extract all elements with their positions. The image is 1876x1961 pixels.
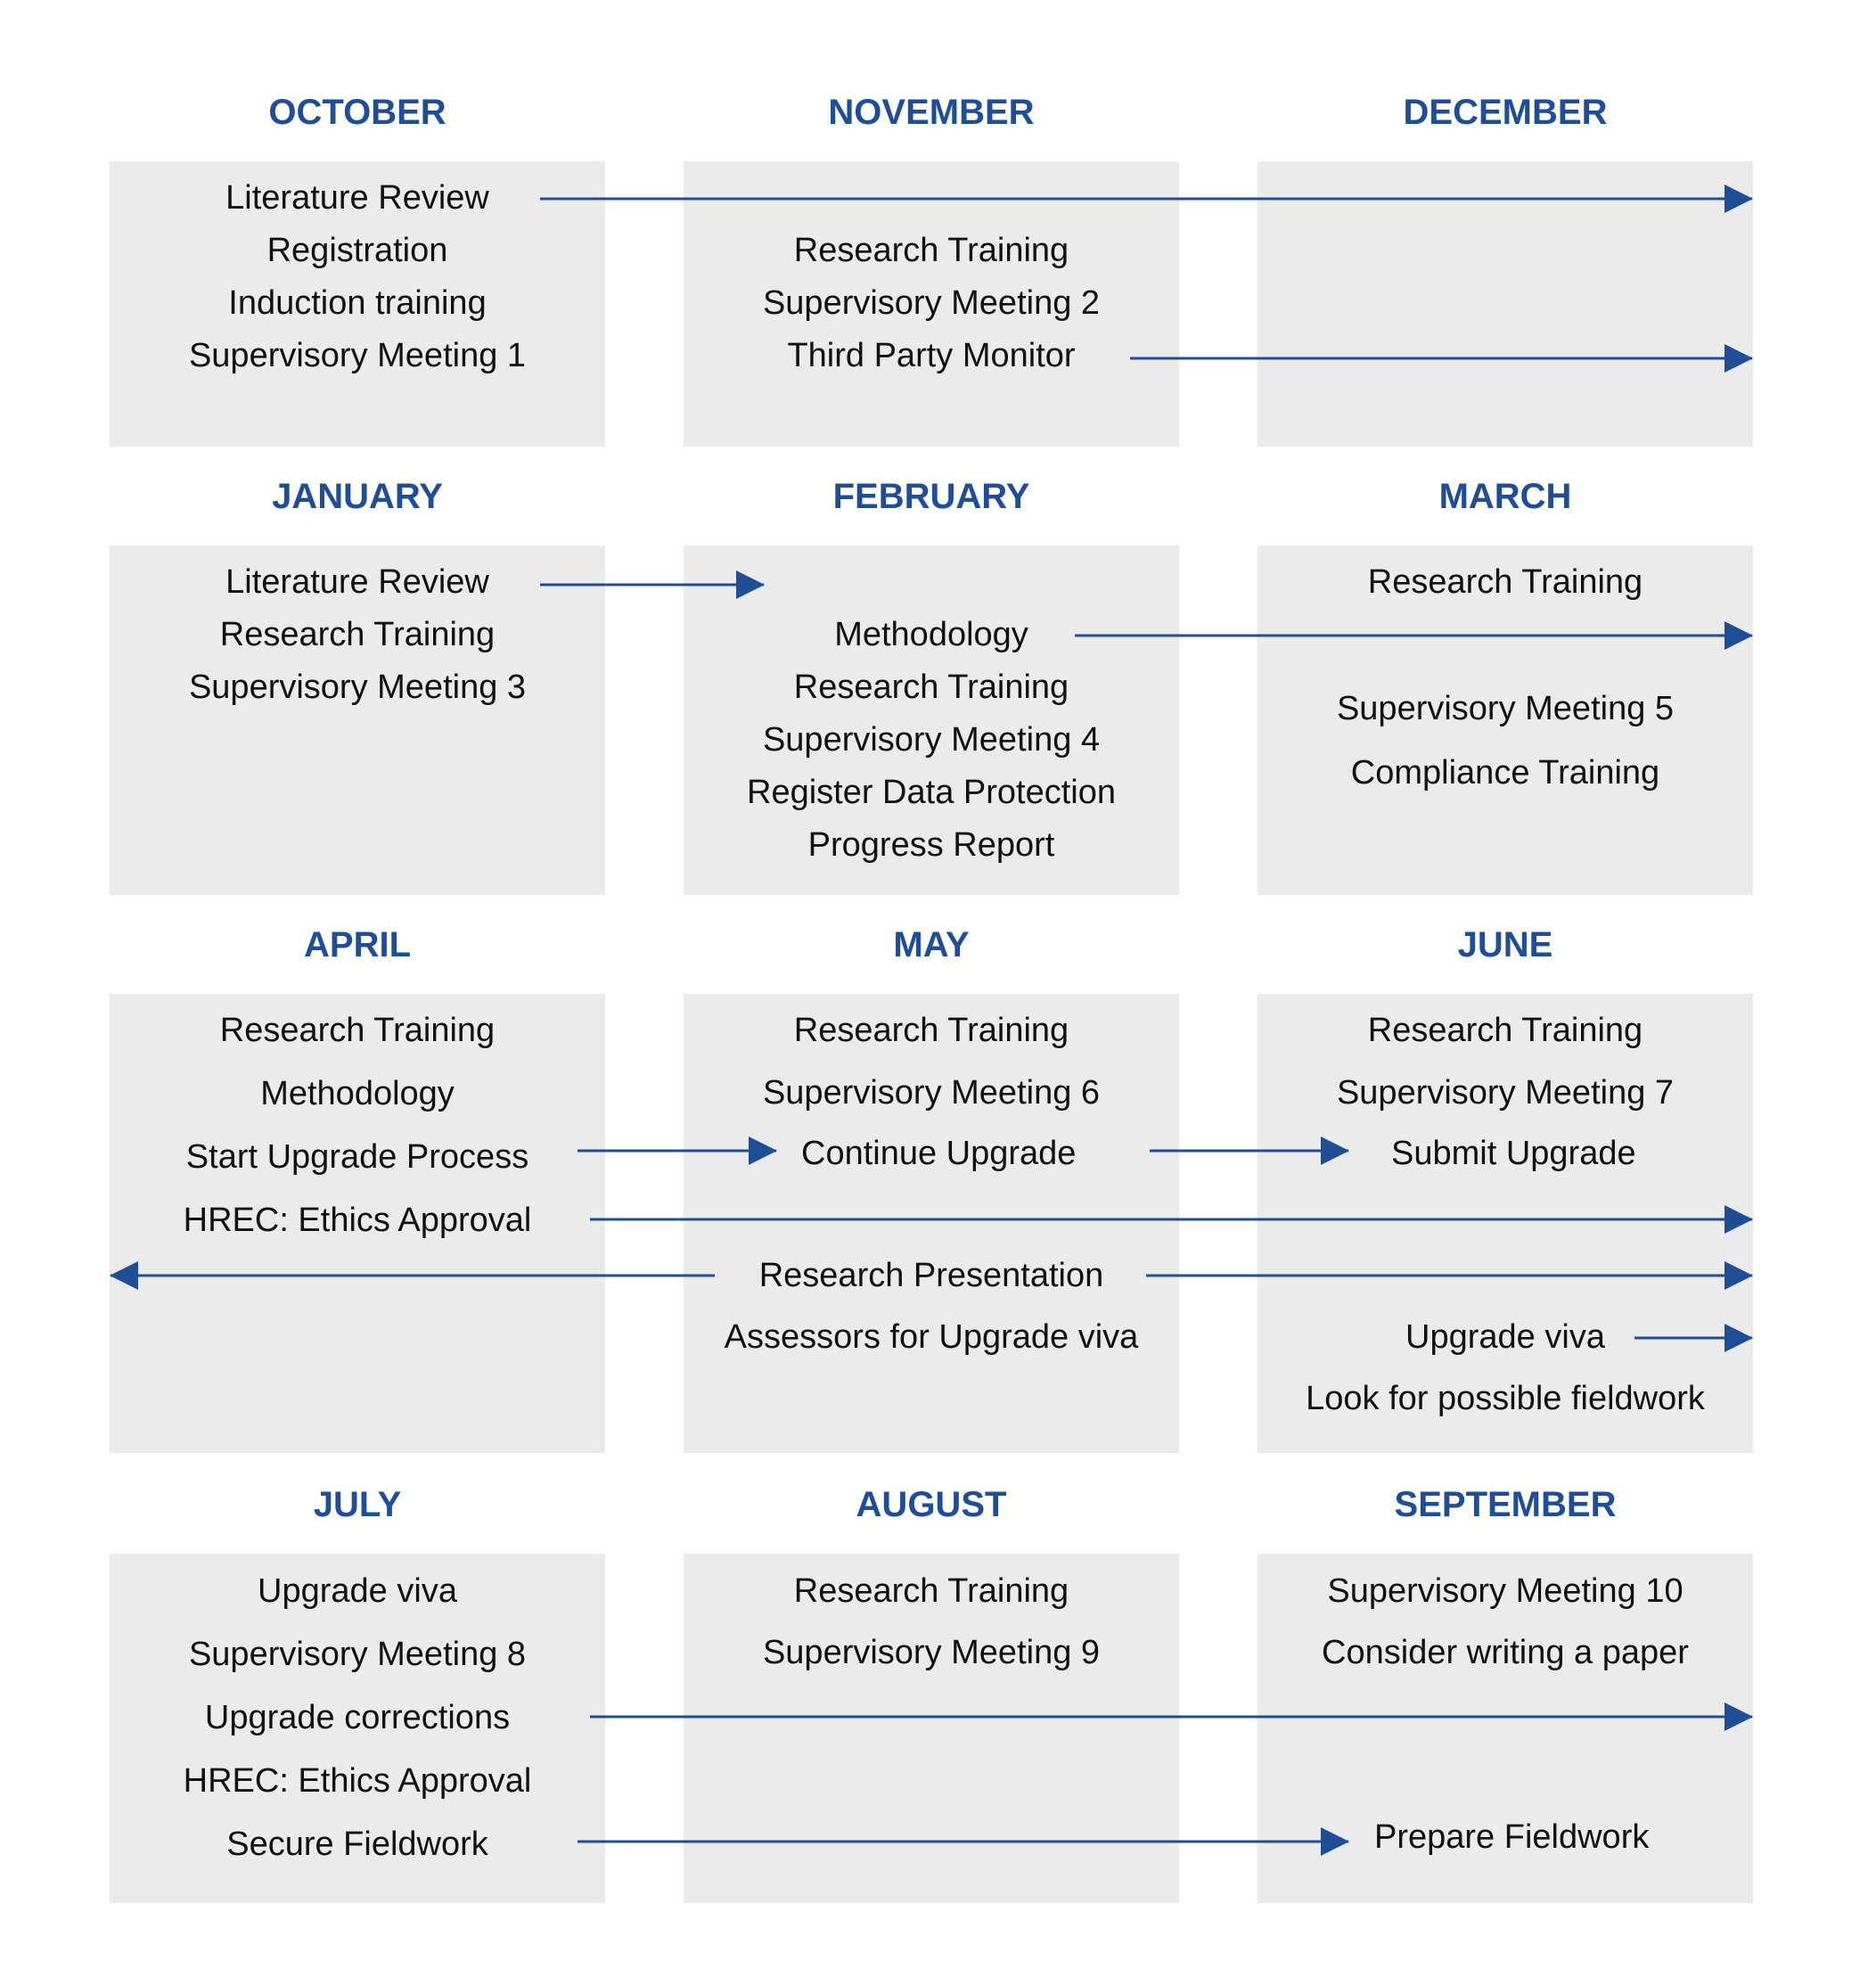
- jul-item-upgrade-corrections: Upgrade corrections: [204, 1699, 511, 1736]
- month-april: APRIL: [304, 925, 411, 964]
- month-july: JULY: [313, 1485, 402, 1524]
- nov-item-supervisory-meeting-2: Supervisory Meeting 2: [762, 284, 1101, 322]
- feb-item-methodology: Methodology: [834, 616, 1028, 653]
- month-december: DECEMBER: [1403, 93, 1608, 132]
- box-may: [684, 994, 1179, 1453]
- nov-item-third-party-monitor: Third Party Monitor: [787, 337, 1076, 374]
- feb-item-research-training: Research Training: [793, 669, 1069, 706]
- jul-item-supervisory-meeting-8: Supervisory Meeting 8: [188, 1636, 527, 1673]
- month-september: SEPTEMBER: [1394, 1485, 1617, 1524]
- jun-item-research-training: Research Training: [1367, 1012, 1643, 1049]
- feb-item-register-data-protection: Register Data Protection: [747, 774, 1116, 811]
- oct-item-supervisory-meeting-1: Supervisory Meeting 1: [188, 337, 527, 374]
- jul-item-secure-fieldwork: Secure Fieldwork: [226, 1826, 488, 1863]
- aug-item-supervisory-meeting-9: Supervisory Meeting 9: [762, 1634, 1101, 1671]
- may-item-assessors-upgrade-viva: Assessors for Upgrade viva: [724, 1318, 1139, 1356]
- oct-item-registration: Registration: [266, 232, 448, 269]
- month-november: NOVEMBER: [828, 93, 1035, 132]
- mar-item-research-training: Research Training: [1367, 563, 1643, 601]
- month-march: MARCH: [1438, 477, 1572, 516]
- month-august: AUGUST: [856, 1485, 1007, 1524]
- sep-item-supervisory-meeting-10: Supervisory Meeting 10: [1327, 1572, 1683, 1610]
- month-february: FEBRUARY: [832, 477, 1030, 516]
- month-june: JUNE: [1457, 925, 1553, 964]
- mar-item-supervisory-meeting-5: Supervisory Meeting 5: [1336, 690, 1675, 727]
- jun-item-look-for-fieldwork: Look for possible fieldwork: [1306, 1380, 1705, 1417]
- apr-item-start-upgrade-process: Start Upgrade Process: [185, 1138, 529, 1176]
- mar-item-compliance-training: Compliance Training: [1350, 754, 1660, 792]
- apr-item-research-training: Research Training: [219, 1012, 496, 1049]
- apr-item-methodology: Methodology: [260, 1075, 455, 1112]
- jul-item-upgrade-viva: Upgrade viva: [258, 1572, 457, 1610]
- feb-item-supervisory-meeting-4: Supervisory Meeting 4: [762, 721, 1101, 759]
- sep-item-consider-writing-paper: Consider writing a paper: [1322, 1634, 1689, 1671]
- oct-item-induction-training: Induction training: [228, 284, 487, 322]
- jun-item-submit-upgrade: Submit Upgrade: [1391, 1135, 1636, 1172]
- oct-item-literature-review: Literature Review: [225, 179, 489, 217]
- may-item-continue-upgrade: Continue Upgrade: [801, 1135, 1077, 1172]
- may-item-research-training: Research Training: [793, 1012, 1069, 1049]
- sep-item-prepare-fieldwork: Prepare Fieldwork: [1374, 1818, 1650, 1856]
- nov-item-research-training: Research Training: [793, 232, 1069, 269]
- apr-item-hrec-ethics-approval: HREC: Ethics Approval: [183, 1202, 532, 1239]
- feb-item-progress-report: Progress Report: [807, 826, 1055, 864]
- jul-item-hrec-ethics-approval: HREC: Ethics Approval: [183, 1762, 532, 1800]
- may-item-research-presentation: Research Presentation: [758, 1257, 1104, 1294]
- jun-item-upgrade-viva: Upgrade viva: [1405, 1318, 1605, 1356]
- month-may: MAY: [893, 925, 970, 964]
- jun-item-supervisory-meeting-7: Supervisory Meeting 7: [1336, 1074, 1675, 1112]
- month-january: JANUARY: [272, 477, 443, 516]
- jan-item-literature-review: Literature Review: [225, 563, 489, 601]
- jan-item-research-training: Research Training: [219, 616, 496, 653]
- aug-item-research-training: Research Training: [793, 1572, 1069, 1610]
- month-october: OCTOBER: [268, 93, 446, 132]
- jan-item-supervisory-meeting-3: Supervisory Meeting 3: [188, 669, 527, 706]
- may-item-supervisory-meeting-6: Supervisory Meeting 6: [762, 1074, 1101, 1112]
- box-december: [1257, 161, 1753, 447]
